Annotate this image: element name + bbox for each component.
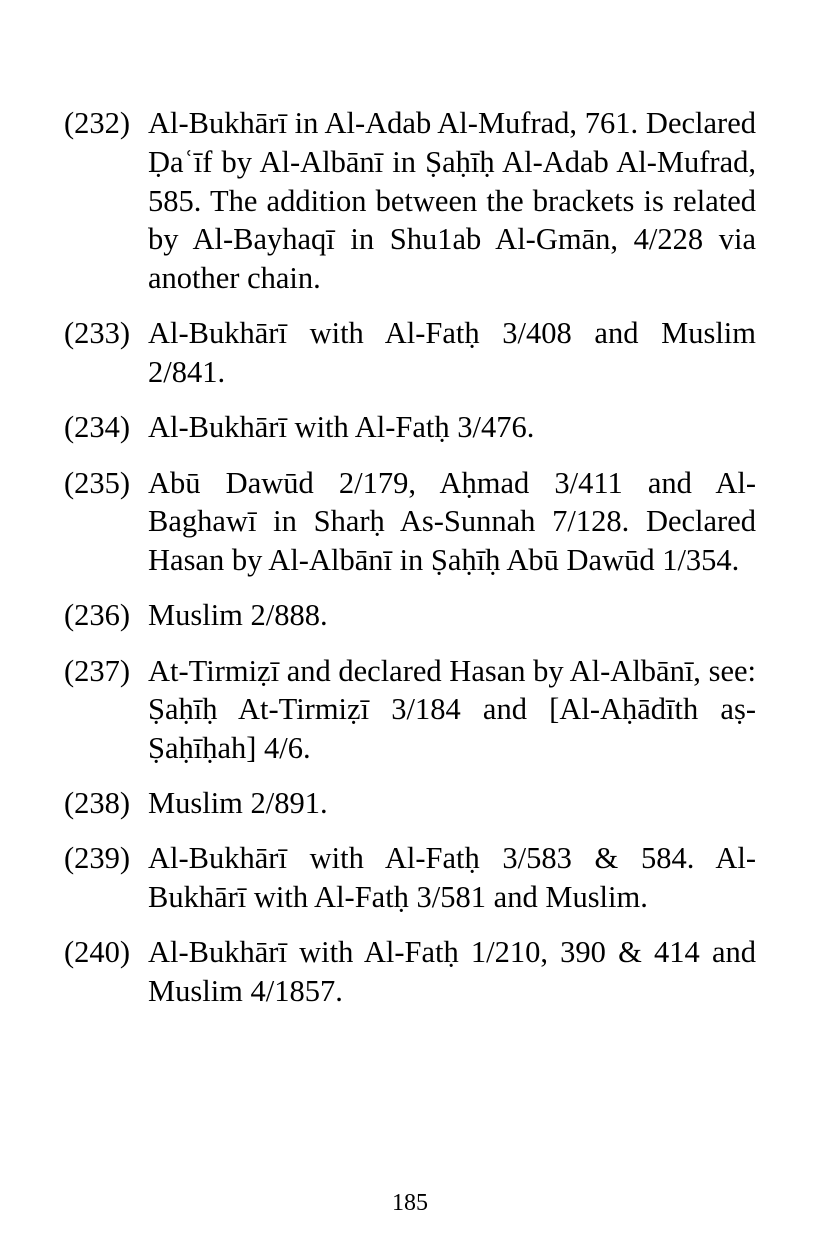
footnote-text: Muslim 2/891. (148, 786, 328, 821)
footnote-text: Muslim 2/888. (148, 598, 328, 633)
footnote-item (64, 464, 756, 580)
footnote-text: Al-Bukhārī with Al-Fatḥ 3/408 and Muslim 2/841. (148, 316, 756, 390)
footnote-number: (235) (64, 465, 131, 500)
footnote-item (64, 596, 756, 635)
footnote-number: (233) (64, 316, 131, 351)
footnote-text: Abū Dawūd 2/179, Aḥmad 3/411 and Al-Baghawī in Sharḥ As-Sunnah 7/128. Declared Hasan by Al-Albānī in Ṣaḥīḥ Abū Dawūd 1/354. (148, 465, 756, 578)
footnote-item (64, 652, 756, 768)
footnote-item (64, 104, 756, 298)
footnote-number: (237) (64, 653, 131, 688)
footnote-item (64, 933, 756, 1011)
footnote-item (64, 839, 756, 917)
footnote-item (64, 784, 756, 823)
page-number: 185 (392, 1190, 428, 1216)
footnote-number: (232) (64, 106, 131, 140)
footnote-item (64, 408, 756, 447)
footnote-number: (236) (64, 598, 131, 633)
footnote-number: (234) (64, 410, 131, 445)
footnotes-list (64, 104, 756, 1027)
footnote-number: (238) (64, 786, 131, 821)
footnote-text: Al-Bukhārī with Al-Fatḥ 3/476. (148, 410, 535, 445)
footnote-text: Al-Bukhārī in Al-Adab Al-Mufrad, 761. Declared Ḍaʿīf by Al-Albānī in Ṣaḥīḥ Al-Adab Al-Mufrad, 585. The addition between the brackets is related by Al-Bayhaqī in Shu1ab Al-Gmān, 4/228 via another chain. (148, 106, 756, 296)
footnote-text: Al-Bukhārī with Al-Fatḥ 3/583 & 584. Al-Bukhārī with Al-Fatḥ 3/581 and Muslim. (148, 841, 756, 915)
footnote-number: (240) (64, 935, 131, 970)
footnote-text: At-Tirmiẓī and declared Hasan by Al-Albānī, see: Ṣaḥīḥ At-Tirmiẓī 3/184 and [Al-Aḥādīth aṣ-Ṣaḥīḥah] 4/6. (148, 653, 756, 766)
footnote-item (64, 314, 756, 392)
footnote-number: (239) (64, 841, 131, 876)
footnote-text: Al-Bukhārī with Al-Fatḥ 1/210, 390 & 414 and Muslim 4/1857. (148, 935, 756, 1009)
